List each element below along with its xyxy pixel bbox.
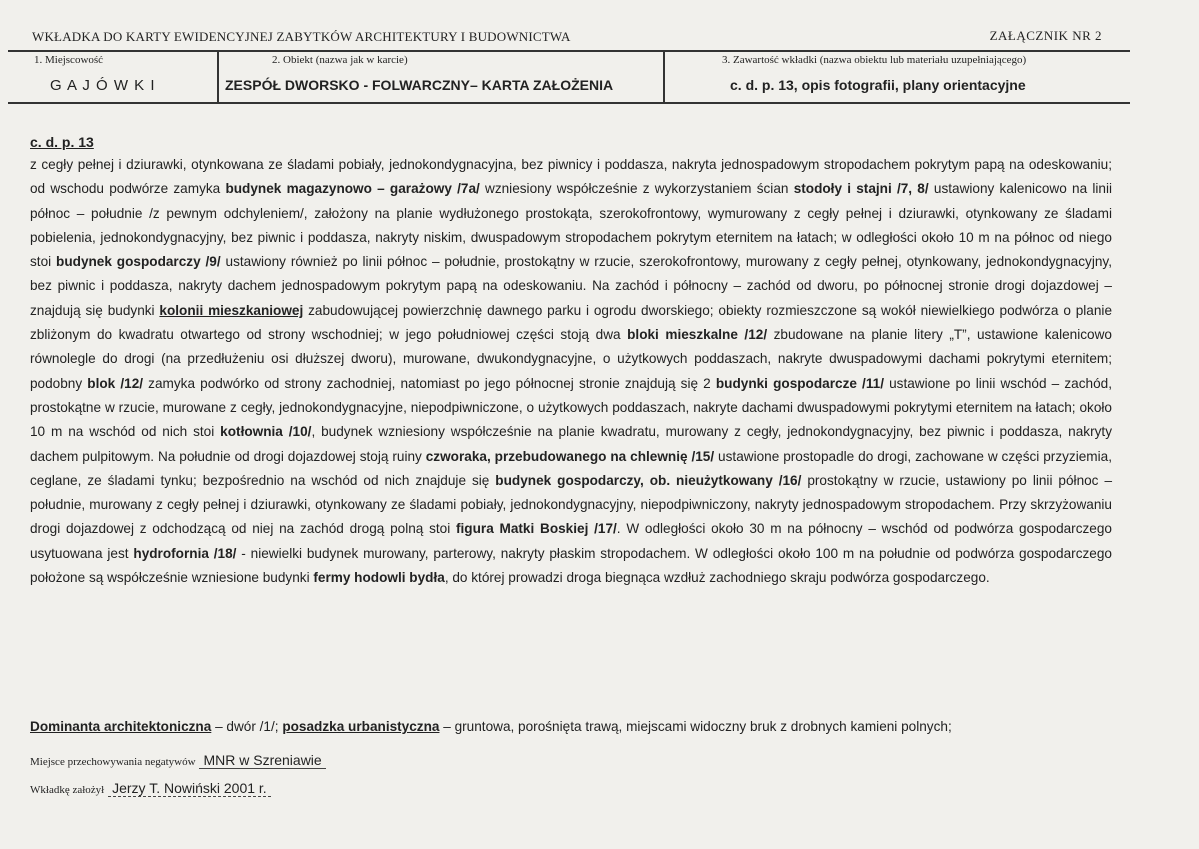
bold-term: fermy hodowli bydła — [313, 570, 445, 586]
content-label: 3. Zawartość wkładki (nazwa obiektu lub materiału uzupełniającego) — [722, 54, 1027, 66]
section-title: c. d. p. 13 — [30, 134, 94, 150]
content-value: c. d. p. 13, opis fotografii, plany orientacyjne — [730, 77, 1026, 93]
bold-term: budynek magazynowo – garażowy /7a/ — [225, 181, 480, 197]
urban-floor-label: posadzka urbanistyczna — [282, 719, 440, 734]
dominant-label: Dominanta architektoniczna — [30, 719, 212, 734]
text-run: - niewielki budynek murowany, parterowy, nakryty płaskim stropodachem. W odległości około 100 m na południe od podwórza gospodarczego położone są współcześnie wzniesione budynki — [30, 545, 1112, 586]
bold-term: blok /12/ — [87, 375, 144, 391]
bold-term: czworaka, przebudowanego na chlewnię /15/ — [425, 448, 715, 464]
attachment-number: ZAŁĄCZNIK NR 2 — [989, 28, 1102, 43]
header-divider-1 — [217, 52, 219, 103]
text-run: ustawiony również po linii północ – południe, prostokątny w rzucie, szerokofrontowy, murowany z cegły pełnej, otynkowany, jednokondygnacyjny, bez piwnic i poddasza, nakryty dachem jednospadowym pokrytym papą na odeskowaniu. Na zachód i północny – zachód od dworu, po północnej stronie drogi dojazdowej – znajdują się budynki — [30, 254, 1112, 318]
dominant-value: – dwór /1/; — [211, 719, 283, 734]
text-run: ustawiony kalenicowo na linii północ – południe /z pewnym odchyleniem/, założony na planie wydłużonego prostokąta, szerokofrontowy, wymurowany z cegły pełnej i dziurawki, otynkowany ze śladami pobielenia, jednokondygnacyjny, bez piwnic i poddasza, nakryty niskim, dwuspadowym stropodachem pokrytym eternitem na łatach; w odległości około 10 m na północ od niego stoi — [30, 181, 1113, 270]
locality-value: G A J Ó W K I — [50, 77, 156, 94]
header-bottom-rule — [8, 102, 1130, 104]
underlined-term: kolonii mieszkaniowej — [159, 302, 304, 318]
object-label: 2. Obiekt (nazwa jak w karcie) — [272, 54, 408, 66]
author-label: Wkładkę założył — [30, 784, 105, 796]
author-value: Jerzy T. Nowiński 2001 r. — [108, 780, 271, 797]
bold-term: stodoły i stajni /7, 8/ — [793, 181, 929, 197]
text-run: ustawione prostopadle do drogi, zachowane w części przyziemia, ceglane, ze śladami tynku; bezpośrednio na wschód od nich znajduje się — [30, 448, 1112, 488]
text-run: z cegły pełnej i dziurawki, otynkowana ze śladami pobiały, jednokondygnacyjna, bez piwnicy i poddasza, nakryta jednospadowym stropodachem pokrytym papą na odeskowaniu; od wschodu podwórze zamyka — [30, 157, 1112, 197]
text-run: prostokątny w rzucie, ustawiony po linii północ – południe, murowany z cegły pełnej i dziurawki, otynkowany ze śladami pobiały, jednokondygnacyjny, niepodpiwniczony, nakryty jednospadowym stropodachem. Przy skrzyżowaniu drogi dojazdowej z odchodzącą od niej na zachód drogą polną stoi — [30, 472, 1112, 537]
text-run: ustawione po linii wschód – zachód, prostokątne w rzucie, murowane z cegły, jednokondygnacyjne, niepodpiwniczone, o użytkowych poddaszach, nakryte dachami dwuspadowymi pokrytymi eternitem na łatach; około 10 m na wschód od nich stoi — [30, 375, 1112, 440]
urban-floor-value: – gruntowa, porośnięta trawą, miejscami widoczny bruk z drobnych kamieni polnych; — [439, 719, 952, 734]
bold-term: budynek gospodarczy /9/ — [56, 254, 221, 270]
bold-term: figura Matki Boskiej /17/ — [456, 521, 617, 537]
bold-term: budynek gospodarczy, ob. nieużytkowany /16/ — [495, 472, 802, 488]
text-run: zamyka podwórko od strony zachodniej, natomiast po jego północnej stronie znajdują się 2 — [143, 375, 716, 391]
text-run: zbudowane na planie litery „T”, ustawione kalenicowo równolegle do drogi (na przedłużeniu osi dłuższej dworu), murowane, dwukondygnacyjne, o użytkowych poddaszach, nakryte dwuspadowymi dachami pokrytymi eternitem; podobny — [30, 327, 1112, 391]
negatives-line — [30, 752, 326, 768]
bold-term: hydrofornia /18/ — [133, 545, 237, 561]
bold-term: budynki gospodarcze /11/ — [715, 375, 884, 391]
text-run: , do której prowadzi droga biegnąca wzdłuż zachodniego skraju podwórza gospodarczego. — [444, 570, 990, 586]
dominant-line — [30, 719, 952, 734]
author-line — [30, 780, 271, 796]
bold-term: bloki mieszkalne /12/ — [627, 327, 768, 343]
object-value: ZESPÓŁ DWORSKO - FOLWARCZNY– KARTA ZAŁOŻENIA — [225, 77, 614, 93]
header-top-rule — [8, 50, 1130, 52]
header-divider-2 — [663, 52, 665, 103]
text-run: zabudowującej powierzchnię dawnego parku i ogrodu dworskiego; obiekty rozmieszczone są wokół niewielkiego podwórza o planie zbliżonym do kwadratu otwartego od strony wschodniej; w jego południowej części stoją dwa — [30, 302, 1113, 343]
negatives-label: Miejsce przechowywania negatywów — [30, 756, 196, 768]
text-run: . W odległości około 30 m na północny – wschód od podwórza gospodarczego usytuowana jest — [30, 521, 1112, 561]
text-run: , budynek wzniesiony współcześnie na planie kwadratu, murowany z cegły, jednokondygnacyjny, bez piwnic i poddasza, nakryty dachem pulpitowym. Na południe od drogi dojazdowej stoją ruiny — [30, 424, 1112, 464]
description-paragraph — [30, 153, 1112, 590]
text-run: wzniesiony współcześnie z wykorzystaniem ścian — [479, 181, 794, 197]
negatives-value: MNR w Szreniawie — [199, 752, 325, 769]
locality-label: 1. Miejscowość — [34, 54, 104, 66]
form-title: WKŁADKA DO KARTY EWIDENCYJNEJ ZABYTKÓW ARCHITEKTURY I BUDOWNICTWA — [32, 29, 571, 44]
bold-term: kotłownia /10/ — [220, 424, 312, 440]
